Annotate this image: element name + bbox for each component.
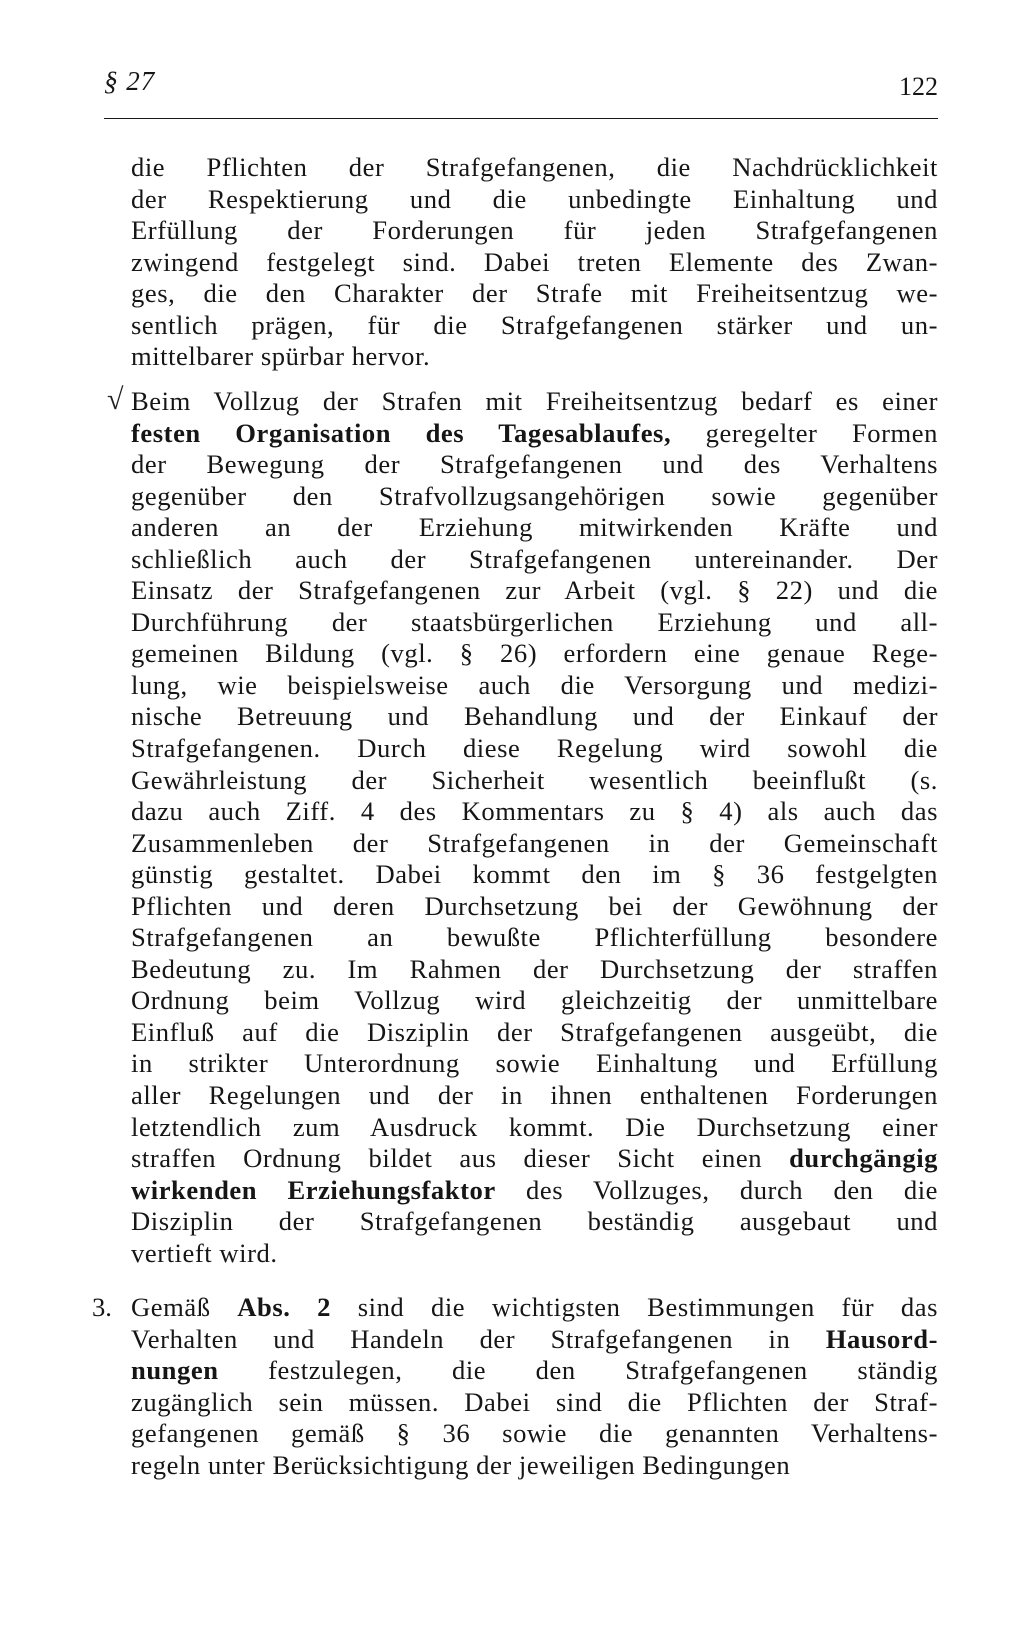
text-segment: in strikter Unterordnung sowie Einhaltung und Erfüllung [131, 1048, 938, 1079]
text-line [131, 1418, 938, 1450]
text-line [131, 1206, 938, 1238]
text-line [131, 1324, 938, 1356]
text-line [131, 733, 938, 765]
text-line [131, 310, 938, 342]
text-segment: letztendlich zum Ausdruck kommt. Die Durchsetzung einer [131, 1111, 938, 1142]
text-segment: mittelbarer spürbar hervor. [131, 341, 431, 372]
text-line [131, 1175, 938, 1207]
text-segment: gemeinen Bildung (vgl. § 26) erfordern eine genaue Rege- [131, 638, 938, 669]
text-segment: Einfluß auf die Disziplin der Strafgefangenen ausgeübt, die [131, 1016, 938, 1047]
text-segment: Pflichten und deren Durchsetzung bei der Gewöhnung der [131, 890, 938, 921]
bold-phrase: wirkenden Erziehungsfaktor [131, 1174, 496, 1205]
text-line [131, 1112, 938, 1144]
text-line [131, 638, 938, 670]
text-line [131, 1143, 938, 1175]
text-segment: gegenüber den Strafvollzugsangehörigen sowie gegenüber [131, 480, 938, 511]
text-line [131, 1080, 938, 1112]
page-number: 122 [899, 72, 938, 101]
paragraph-continuation [131, 152, 938, 373]
bold-phrase: durchgängig [789, 1143, 938, 1174]
text-line [131, 954, 938, 986]
header-rule [104, 118, 938, 119]
text-segment: zugänglich sein müssen. Dabei sind die Pflichten der Straf- [131, 1386, 938, 1417]
text-segment: nische Betreuung und Behandlung und der Einkauf der [131, 701, 938, 732]
text-segment: der Respektierung und die unbedingte Einhaltung und [131, 183, 938, 214]
text-line [131, 922, 938, 954]
text-segment: geregelter Formen [671, 417, 938, 448]
text-segment: Beim Vollzug der Strafen mit Freiheitsentzug bedarf es einer [131, 386, 938, 416]
text-segment: schließlich auch der Strafgefangenen untereinander. Der [131, 543, 938, 574]
text-segment: des Vollzuges, durch den die [495, 1174, 938, 1205]
text-line [131, 215, 938, 247]
text-line [131, 1450, 938, 1482]
text-line [131, 985, 938, 1017]
text-segment: gefangenen gemäß § 36 sowie die genannten Verhaltens- [131, 1418, 938, 1449]
text-line [131, 418, 938, 450]
text-segment: Strafgefangenen. Durch diese Regelung wird sowohl die [131, 733, 938, 764]
text-line [131, 765, 938, 797]
text-line [131, 184, 938, 216]
text-line [131, 247, 938, 279]
text-segment: festzulegen, die den Strafgefangenen ständig [218, 1355, 938, 1386]
text-segment: Gemäß [131, 1292, 238, 1322]
text-segment: sentlich prägen, für die Strafgefangenen stärker und un- [131, 309, 938, 340]
text-segment: Gewährleistung der Sicherheit wesentlich beeinflußt (s. [131, 764, 938, 795]
text-line [131, 575, 938, 607]
text-segment: aller Regelungen und der in ihnen enthaltenen Forderungen [131, 1080, 938, 1111]
page-header [104, 66, 938, 100]
section-reference: § 27 [104, 66, 156, 96]
text-line [131, 828, 938, 860]
text-line [131, 152, 938, 184]
text-line [131, 481, 938, 513]
text-line [131, 891, 938, 923]
text-segment: Durchführung der staatsbürgerlichen Erziehung und all- [131, 606, 938, 637]
text-segment: dazu auch Ziff. 4 des Kommentars zu § 4) als auch das [131, 796, 938, 827]
text-segment: Bedeutung zu. Im Rahmen der Durchsetzung der straffen [131, 953, 938, 984]
text-segment: die Pflichten der Strafgefangenen, die Nachdrücklichkeit [131, 152, 938, 182]
text-line [131, 1017, 938, 1049]
text-segment: Erfüllung der Forderungen für jeden Strafgefangenen [131, 215, 938, 246]
text-segment: zwingend festgelegt sind. Dabei treten Elemente des Zwan- [131, 246, 938, 277]
text-line [131, 544, 938, 576]
text-line [131, 1355, 938, 1387]
text-line [131, 449, 938, 481]
text-line [131, 1238, 938, 1270]
bold-phrase: Hausord- [825, 1323, 938, 1354]
text-segment: Ordnung beim Vollzug wird gleichzeitig der unmittelbare [131, 985, 938, 1016]
text-line [131, 796, 938, 828]
text-line [131, 278, 938, 310]
bold-phrase: nungen [131, 1355, 219, 1386]
text-segment: regeln unter Berücksichtigung der jeweiligen Bedingungen [131, 1449, 791, 1480]
text-segment: Zusammenleben der Strafgefangenen in der Gemeinschaft [131, 827, 938, 858]
text-line [131, 1048, 938, 1080]
handwritten-check-mark: √ [107, 383, 124, 416]
text-segment: Einsatz der Strafgefangenen zur Arbeit (vgl. § 22) und die [131, 575, 938, 606]
text-line [131, 1387, 938, 1419]
text-line [131, 670, 938, 702]
bold-phrase: festen Organisation des Tagesablaufes, [131, 417, 672, 448]
text-line [131, 1292, 938, 1324]
text-segment: anderen an der Erziehung mitwirkenden Kräfte und [131, 512, 938, 543]
text-segment: straffen Ordnung bildet aus dieser Sicht einen [131, 1143, 790, 1174]
text-line [131, 859, 938, 891]
text-segment: günstig gestaltet. Dabei kommt den im § 36 festgelgten [131, 859, 938, 890]
text-segment: Strafgefangenen an bewußte Pflichterfüllung besondere [131, 922, 938, 953]
text-segment: sind die wichtigsten Bestimmungen für das [331, 1292, 938, 1322]
text-segment: vertieft wird. [131, 1237, 278, 1268]
text-line [131, 607, 938, 639]
text-line [131, 512, 938, 544]
text-line [131, 701, 938, 733]
bold-phrase: Abs. 2 [237, 1292, 332, 1322]
text-segment: Disziplin der Strafgefangenen beständig ausgebaut und [131, 1206, 938, 1237]
text-segment: der Bewegung der Strafgefangenen und des Verhaltens [131, 449, 938, 480]
item-number: 3. [92, 1292, 112, 1322]
paragraph-item-3 [131, 1292, 938, 1481]
text-segment: Verhalten und Handeln der Strafgefangenen in [131, 1323, 826, 1354]
text-segment: lung, wie beispielsweise auch die Versorgung und medizi- [131, 669, 938, 700]
paragraph-daily-routine [131, 386, 938, 1269]
text-line [131, 386, 938, 418]
text-line [131, 341, 938, 373]
text-segment: ges, die den Charakter der Strafe mit Freiheitsentzug we- [131, 278, 938, 309]
